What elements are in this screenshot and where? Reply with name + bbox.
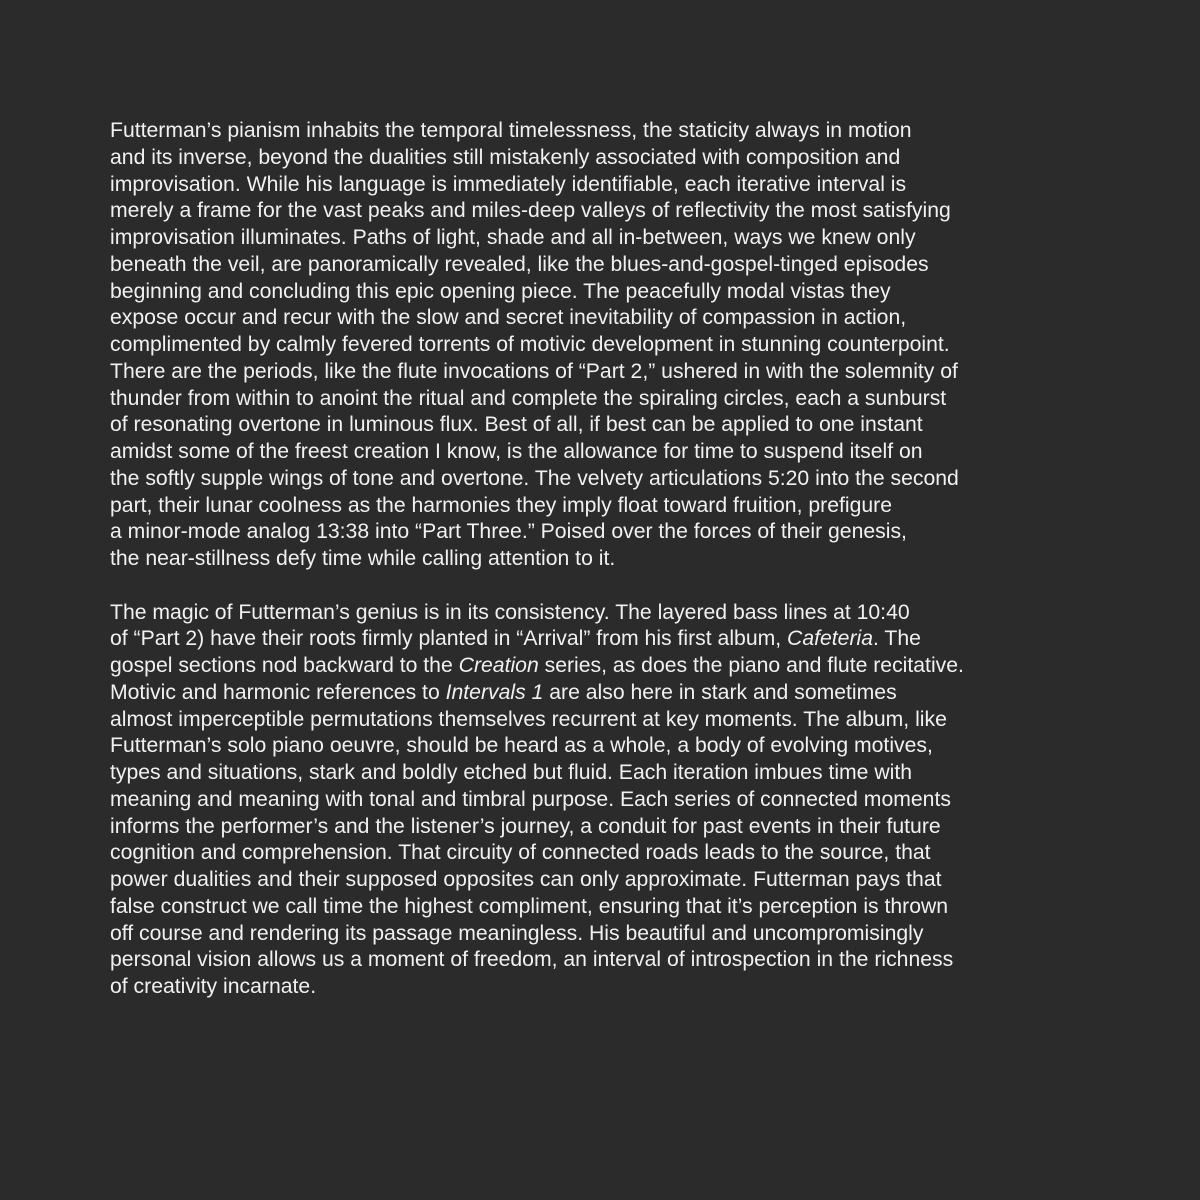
text-run: Motivic and harmonic references to — [110, 680, 446, 704]
text-run: . The — [873, 627, 921, 651]
text-line — [110, 653, 1110, 680]
text-line: types and situations, stark and boldly etched but fluid. Each iteration imbues time with — [110, 761, 913, 784]
text-line: beneath the veil, are panoramically revealed, like the blues-and-gospel-tinged episodes — [110, 252, 929, 276]
text-run: gospel sections nod backward to the — [110, 654, 459, 677]
text-line: informs the performer’s and the listener’s journey, a conduit for past events in their future — [110, 814, 941, 838]
text-line: thunder from within to anoint the ritual and complete the spiraling circles, each a sunburst — [110, 386, 947, 410]
text-run: series, as does the piano and flute recitative. — [538, 654, 964, 677]
text-line: false construct we call time the highest compliment, ensuring that it’s perception is thrown — [110, 894, 949, 918]
text-line: meaning and meaning with tonal and timbral purpose. Each series of connected moments — [110, 787, 951, 811]
text-line: the near-stillness defy time while calling attention to it. — [110, 547, 616, 570]
album-title-cafeteria: Cafeteria — [787, 627, 874, 651]
text-line: Futterman’s pianism inhabits the temporal timelessness, the staticity always in motion — [110, 119, 912, 142]
text-line: amidst some of the freest creation I know, is the allowance for time to suspend itself on — [110, 440, 923, 463]
album-title-intervals-1: Intervals 1 — [445, 680, 544, 704]
text-line: merely a frame for the vast peaks and miles-deep valleys of reflectivity the most satisfying — [110, 199, 951, 223]
text-line: off course and rendering its passage meaningless. His beautiful and uncompromisingly — [110, 921, 924, 945]
text-line: and its inverse, beyond the dualities still mistakenly associated with composition and — [110, 145, 901, 169]
series-title-creation: Creation — [458, 654, 539, 677]
text-line: part, their lunar coolness as the harmonies they imply float toward fruition, prefigure — [110, 493, 892, 517]
text-run: are also here in stark and sometimes — [543, 680, 897, 704]
text-line: The magic of Futterman’s genius is in its consistency. The layered bass lines at 10:40 — [110, 600, 910, 624]
text-line: personal vision allows us a moment of freedom, an interval of introspection in the richness — [110, 948, 954, 972]
text-line: complimented by calmly fevered torrents of motivic development in stunning counterpoint. — [110, 333, 950, 356]
text-run: of “Part 2) have their roots firmly planted in “Arrival” from his first album, — [110, 627, 788, 651]
text-line: a minor-mode analog 13:38 into “Part Three.” Poised over the forces of their genesis, — [110, 520, 907, 544]
article-body — [110, 118, 1110, 1001]
text-line — [110, 626, 1110, 653]
text-line: the softly supple wings of tone and overtone. The velvety articulations 5:20 into the second — [110, 466, 959, 490]
text-line: There are the periods, like the flute invocations of “Part 2,” ushered in with the solemnity of — [110, 359, 958, 383]
text-line: expose occur and recur with the slow and secret inevitability of compassion in action, — [110, 306, 907, 330]
text-line: almost imperceptible permutations themselves recurrent at key moments. The album, like — [110, 707, 947, 731]
text-line: improvisation. While his language is immediately identifiable, each iterative interval is — [110, 172, 907, 196]
text-line: power dualities and their supposed opposites can only approximate. Futterman pays that — [110, 868, 942, 891]
text-line: beginning and concluding this epic opening piece. The peacefully modal vistas they — [110, 279, 891, 303]
text-line — [110, 680, 1110, 707]
text-line: of creativity incarnate. — [110, 975, 317, 998]
text-line: Futterman’s solo piano oeuvre, should be heard as a whole, a body of evolving motives, — [110, 734, 933, 758]
paragraph-2 — [110, 600, 1110, 1001]
paragraph-1 — [110, 118, 1110, 573]
text-line: of resonating overtone in luminous flux. Best of all, if best can be applied to one instant — [110, 413, 923, 437]
text-line: improvisation illuminates. Paths of light, shade and all in-between, ways we knew only — [110, 226, 916, 249]
text-line: cognition and comprehension. That circuity of connected roads leads to the source, that — [110, 841, 931, 865]
